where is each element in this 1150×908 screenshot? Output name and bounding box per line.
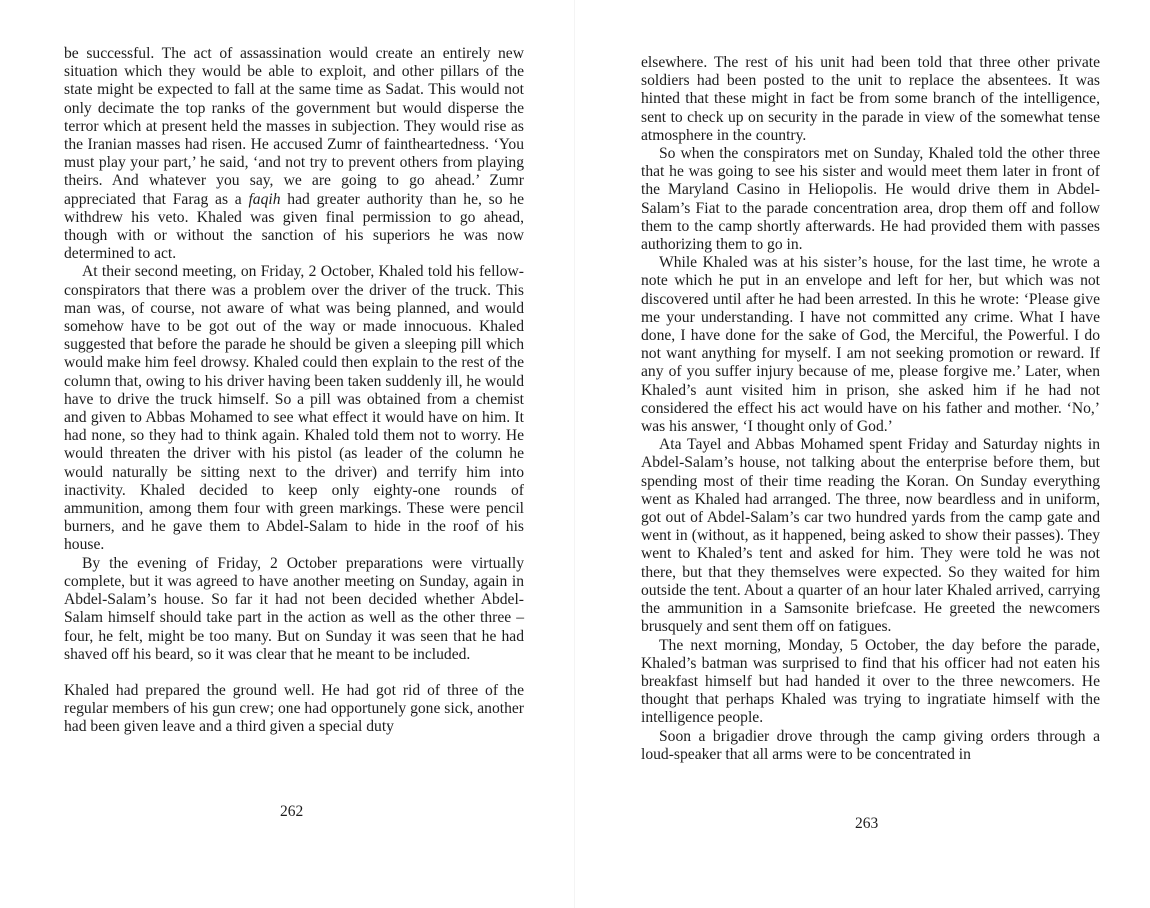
right-paragraph-6: Soon a brigadier drove through the camp giving orders through a loud-speaker that all arms were to be concentrated in xyxy=(641,727,1100,763)
left-paragraph-1-emphasis: faqih xyxy=(248,190,281,208)
left-paragraph-1 xyxy=(64,45,524,263)
left-paragraph-2: At their second meeting, on Friday, 2 October, Khaled told his fellow-conspirators that there was a problem over the driver of the truck. This man was, of course, not aware of what was being planned, and would somehow have to be got out of the way or made innocuous. Khaled suggested that before the parade he should be given a sleeping pill which would make him feel drowsy. Khaled could then explain to the rest of the column that, owing to his driver having been taken suddenly ill, he would have to drive the truck himself. So a pill was obtained from a chemist and given to Abbas Mohamed to see what effect it would have on him. It had none, so they had to think again. Khaled told them not to worry. He would threaten the driver with his pistol (as leader of the column he would naturally be sitting next to the driver) and terrify him into inactivity. Khaled decided to keep only eighty-one rounds of ammunition, among them four with green markings. These were pencil burners, and he gave them to Abdel-Salam to hide in the roof of his house. xyxy=(64,263,524,554)
left-paragraph-1-text: be successful. The act of assassination would create an entirely new situation which they would be able to exploit, and other pillars of the state might be expected to fall at the same time as Sadat. This would not only decimate the top ranks of the government but would disperse the terror which at present held the masses in subjection. They would rise as the Iranian masses had risen. He accused Zumr of faintheartedness. ‘You must play your part,’ he said, ‘and not try to prevent others from playing theirs. And whatever you say, we are going to go ahead.’ Zumr appreciated that Farag as a xyxy=(64,45,524,208)
left-page-body xyxy=(64,45,524,737)
left-paragraph-1-text-after: had greater authority than he, so he withdrew his veto. Khaled was given final permission to go ahead, though with or without the sanction of his superiors he was now determined to act. xyxy=(64,190,524,263)
right-paragraph-2: So when the conspirators met on Sunday, Khaled told the other three that he was going to see his sister and would meet them later in front of the Maryland Casino in Heliopolis. He would drive them in Abdel-Salam’s Fiat to the parade concentration area, drop them off and follow them to the camp shortly afterwards. He had provided them with passes authorizing them to go in. xyxy=(641,145,1100,254)
left-paragraph-3: By the evening of Friday, 2 October preparations were virtually complete, but it was agreed to have another meeting on Sunday, again in Abdel-Salam’s house. So far it had not been decided whether Abdel-Salam himself should take part in the action as well as the other three – four, he felt, might be too many. But on Sunday it was seen that he had shaved off his beard, so it was clear that he meant to be included. xyxy=(64,554,524,663)
right-paragraph-4: Ata Tayel and Abbas Mohamed spent Friday and Saturday nights in Abdel-Salam’s house, not talking about the enterprise before them, but spending most of their time reading the Koran. On Sunday everything went as Khaled had arranged. The three, now beardless and in uniform, got out of Abdel-Salam’s car two hundred yards from the camp gate and went in (without, as it happened, being asked to show their passes). They went to Khaled’s tent and asked for him. They were told he was not there, but that they themselves were expected. So they waited for him outside the tent. About a quarter of an hour later Khaled arrived, carrying the ammunition in a Samsonite briefcase. He greeted the newcomers brusquely and sent them off on fatigues. xyxy=(641,436,1100,636)
right-paragraph-1: elsewhere. The rest of his unit had been told that three other private soldiers had been posted to the unit to replace the absentees. It was hinted that these might in fact be from some branch of the intelligence, sent to check up on security in the parade in view of the somewhat tense atmosphere in the country. xyxy=(641,54,1100,144)
right-page-body xyxy=(641,54,1100,764)
right-page xyxy=(575,0,1150,908)
right-paragraph-5: The next morning, Monday, 5 October, the day before the parade, Khaled’s batman was surprised to find that his officer had not eaten his breakfast himself but had handed it over to the three newcomers. He thought that perhaps Khaled was trying to ingratiate himself with the intelligence people. xyxy=(641,636,1100,727)
left-page-number: 262 xyxy=(280,803,304,820)
left-paragraph-4: Khaled had prepared the ground well. He had got rid of three of the regular members of his gun crew; one had opportunely gone sick, another had been given leave and a third given a special duty xyxy=(64,681,524,736)
right-page-number: 263 xyxy=(855,815,879,832)
right-paragraph-3: While Khaled was at his sister’s house, for the last time, he wrote a note which he put in an envelope and left for her, but which was not discovered until after he had been arrested. In this he wrote: ‘Please give me your understanding. I have not committed any crime. What I have done, I have done for the sake of God, the Merciful, the Powerful. I do not want anything for myself. I am not seeking promotion or reward. If any of you suffer injury because of me, please forgive me.’ Later, when Khaled’s aunt visited him in prison, she asked him if he had not considered the effect his act would have on his father and mother. ‘No,’ was his answer, ‘I thought only of God.’ xyxy=(641,254,1100,436)
